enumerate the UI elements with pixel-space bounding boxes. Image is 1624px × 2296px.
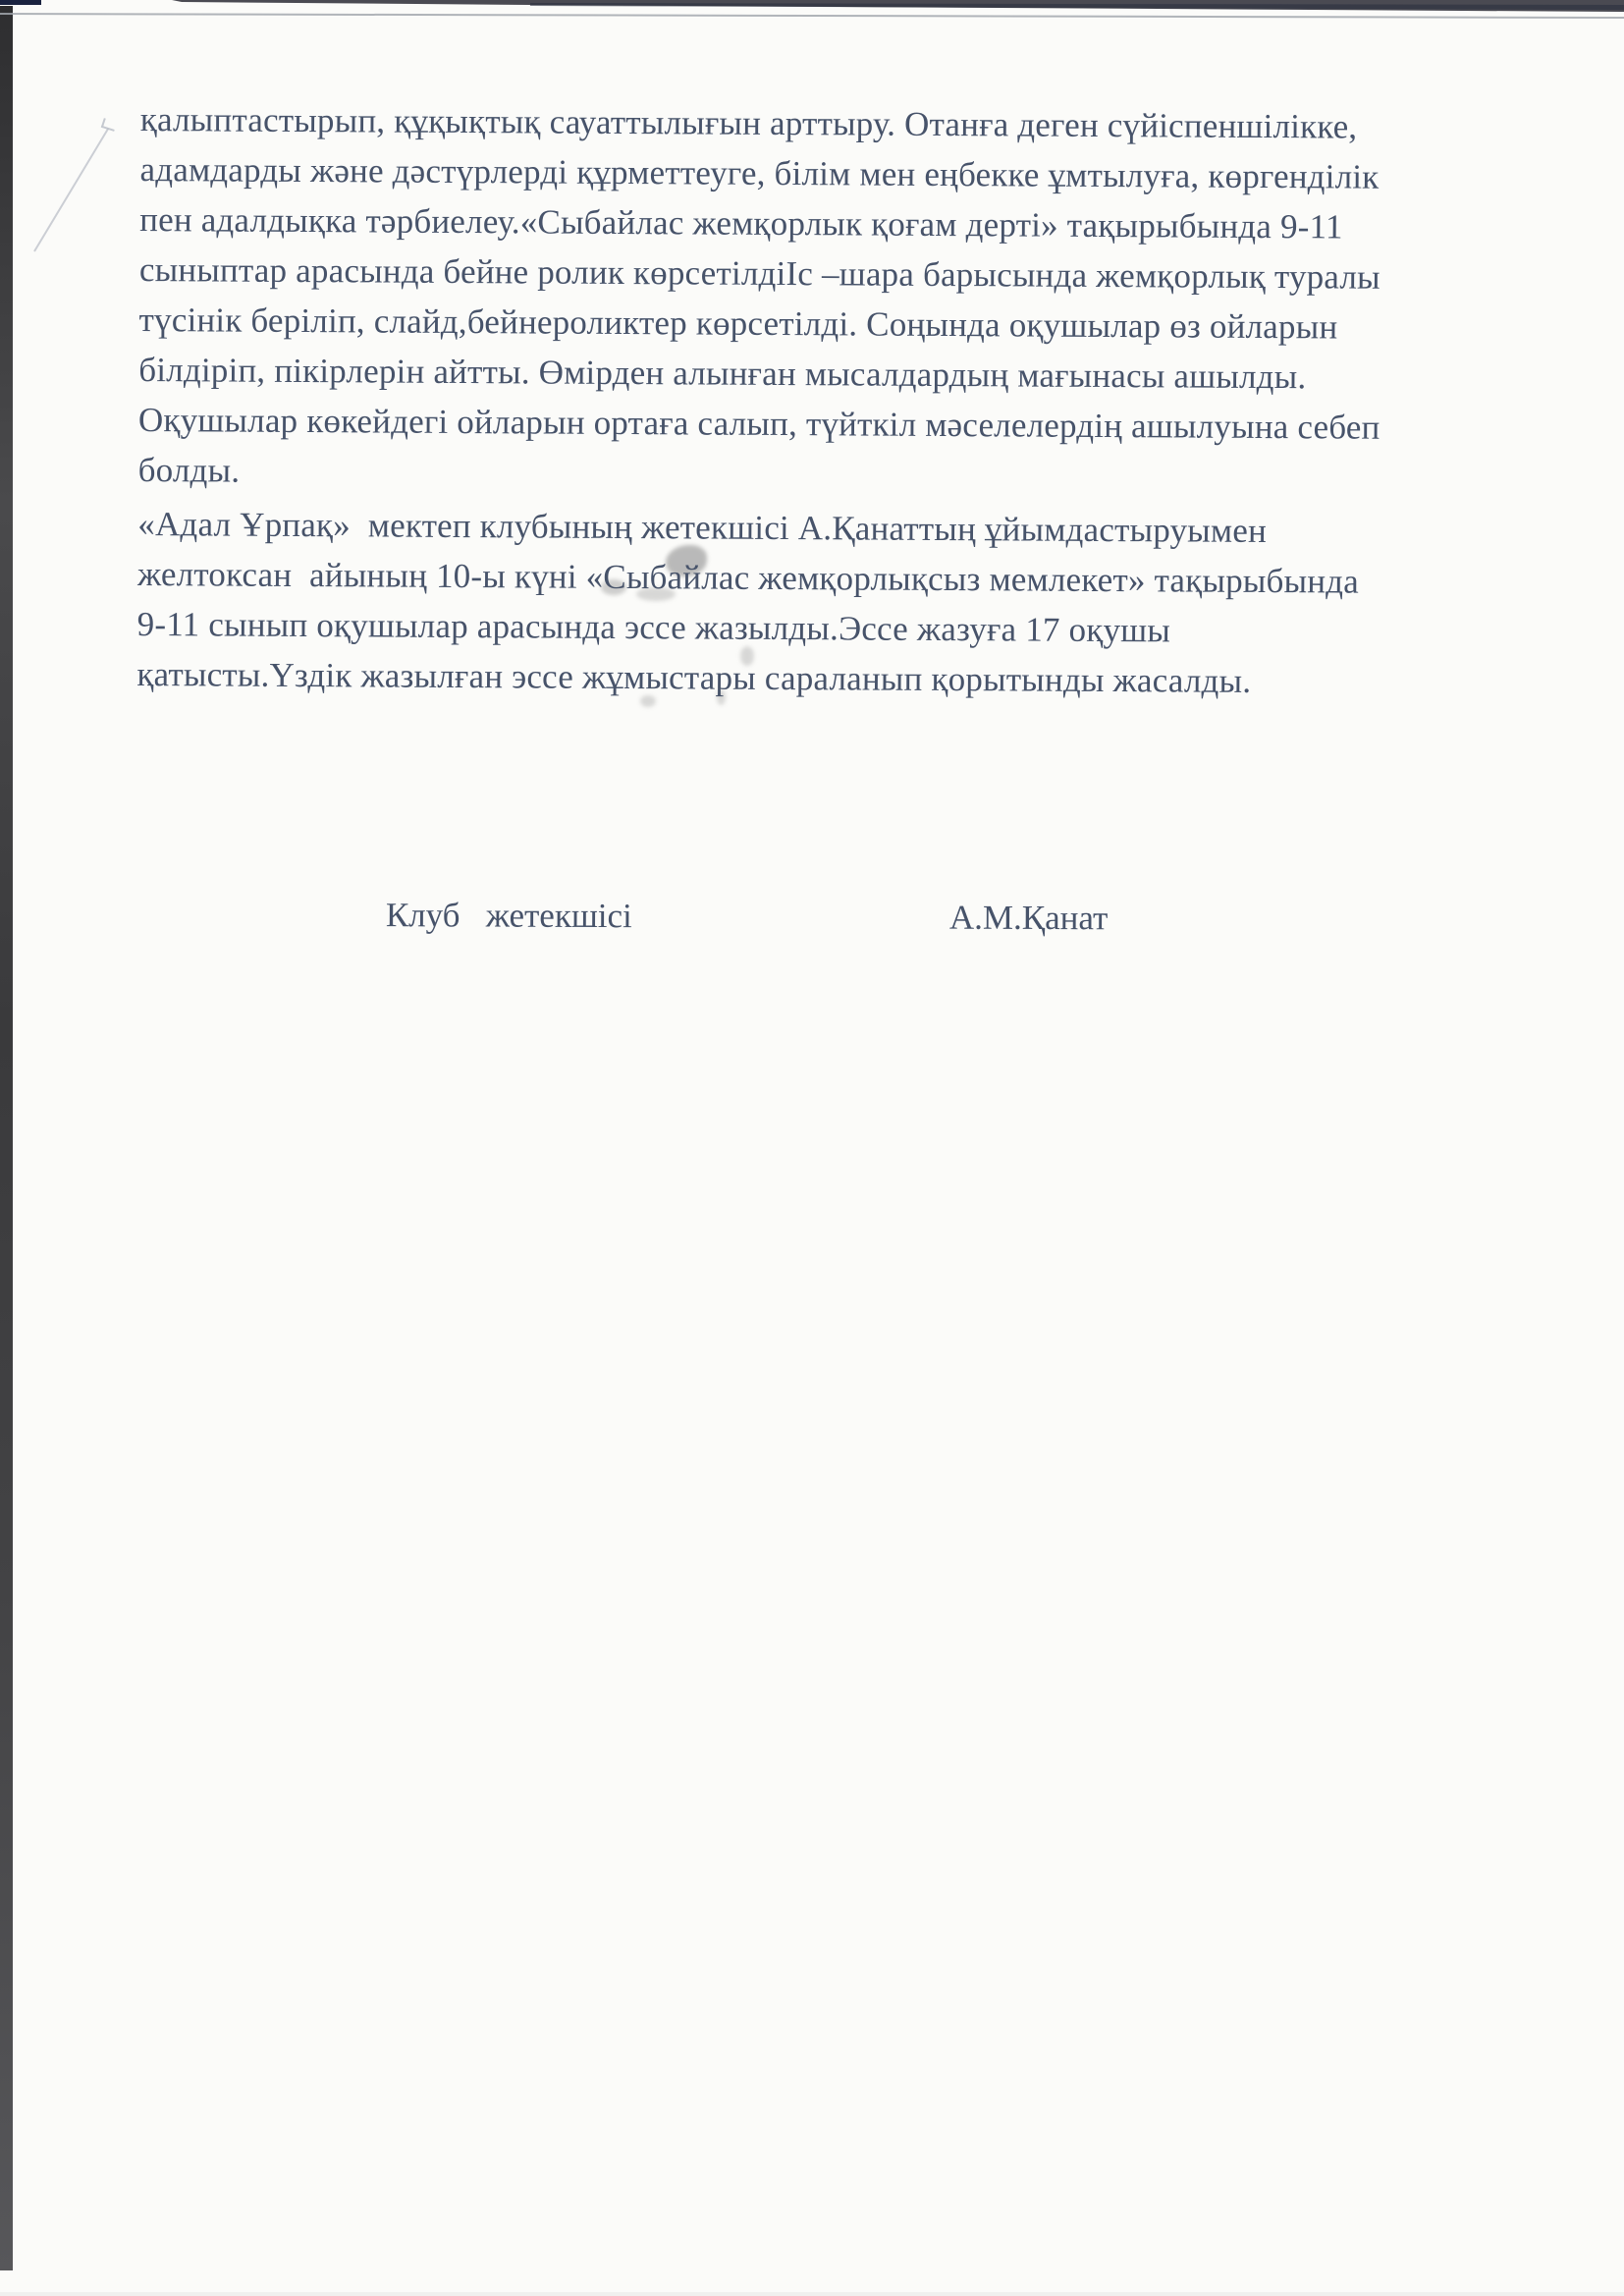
text-line: түсінік беріліп, слайд,бейнероликтер көрсетілді. Соңында оқушылар өз ойларын: [138, 300, 1338, 347]
pencil-stroke-artifact: [33, 128, 109, 251]
text-line: «Адал Ұрпақ» мектеп клубының жетекшісі А.Қанаттың ұйымдастыруымен: [137, 504, 1268, 551]
text-line: сыныптар арасында бейне ролик көрсетілдіІс –шара барысында жемқорлық туралы: [138, 249, 1380, 297]
text-line: пен адалдықка тәрбиелеу.«Сыбайлас жемқорлык қоғам дерті» тақырыбында 9-11: [139, 199, 1343, 246]
scanner-top-left-mark: [0, 0, 41, 5]
text-line: білдіріп, пікірлерін айтты. Өмірден алынған мысалдардың мағынасы ашылды.: [138, 350, 1307, 397]
scanner-top-thin-line: [0, 13, 1624, 19]
text-line: болды.: [137, 450, 241, 490]
text-line: 9-11 сынып оқушылар арасында эссе жазылды.Эссе жазуға 17 оқушы: [136, 604, 1171, 650]
document-body-text: [136, 94, 1574, 708]
text-line: желтоксан айының 10-ы күні «Сыбайлас жемқорлықсыз мемлекет» тақырыбында: [136, 554, 1360, 601]
paragraph-essay-contest: [136, 499, 1571, 708]
scanner-left-edge-shadow: [0, 6, 13, 2270]
text-line: қатысты.Үздік жазылған эссе жұмыстары сараланып қорытынды жасалды.: [136, 654, 1252, 700]
text-line: адамдарды және дәстүрлерді құрметтеуге, білім мен еңбекке ұмтылуға, көргенділік: [139, 149, 1380, 196]
signature-row: [140, 889, 1574, 945]
scanner-bottom-edge: [0, 2292, 1624, 2296]
paragraph-activity-report: [138, 94, 1574, 504]
pencil-stroke-tip: [101, 118, 117, 132]
signature-role-label: Клуб жетекшісі: [385, 896, 632, 936]
signature-name: А.М.Қанат: [948, 898, 1109, 938]
text-line: Оқушылар көкейдегі ойларын ортаға салып, түйткіл мәселелердің ашылуына себеп: [137, 400, 1380, 447]
text-line: қалыптастырып, құқықтық сауаттылығын арттыру. Отанға деген сүйіспеншілікке,: [139, 99, 1358, 146]
